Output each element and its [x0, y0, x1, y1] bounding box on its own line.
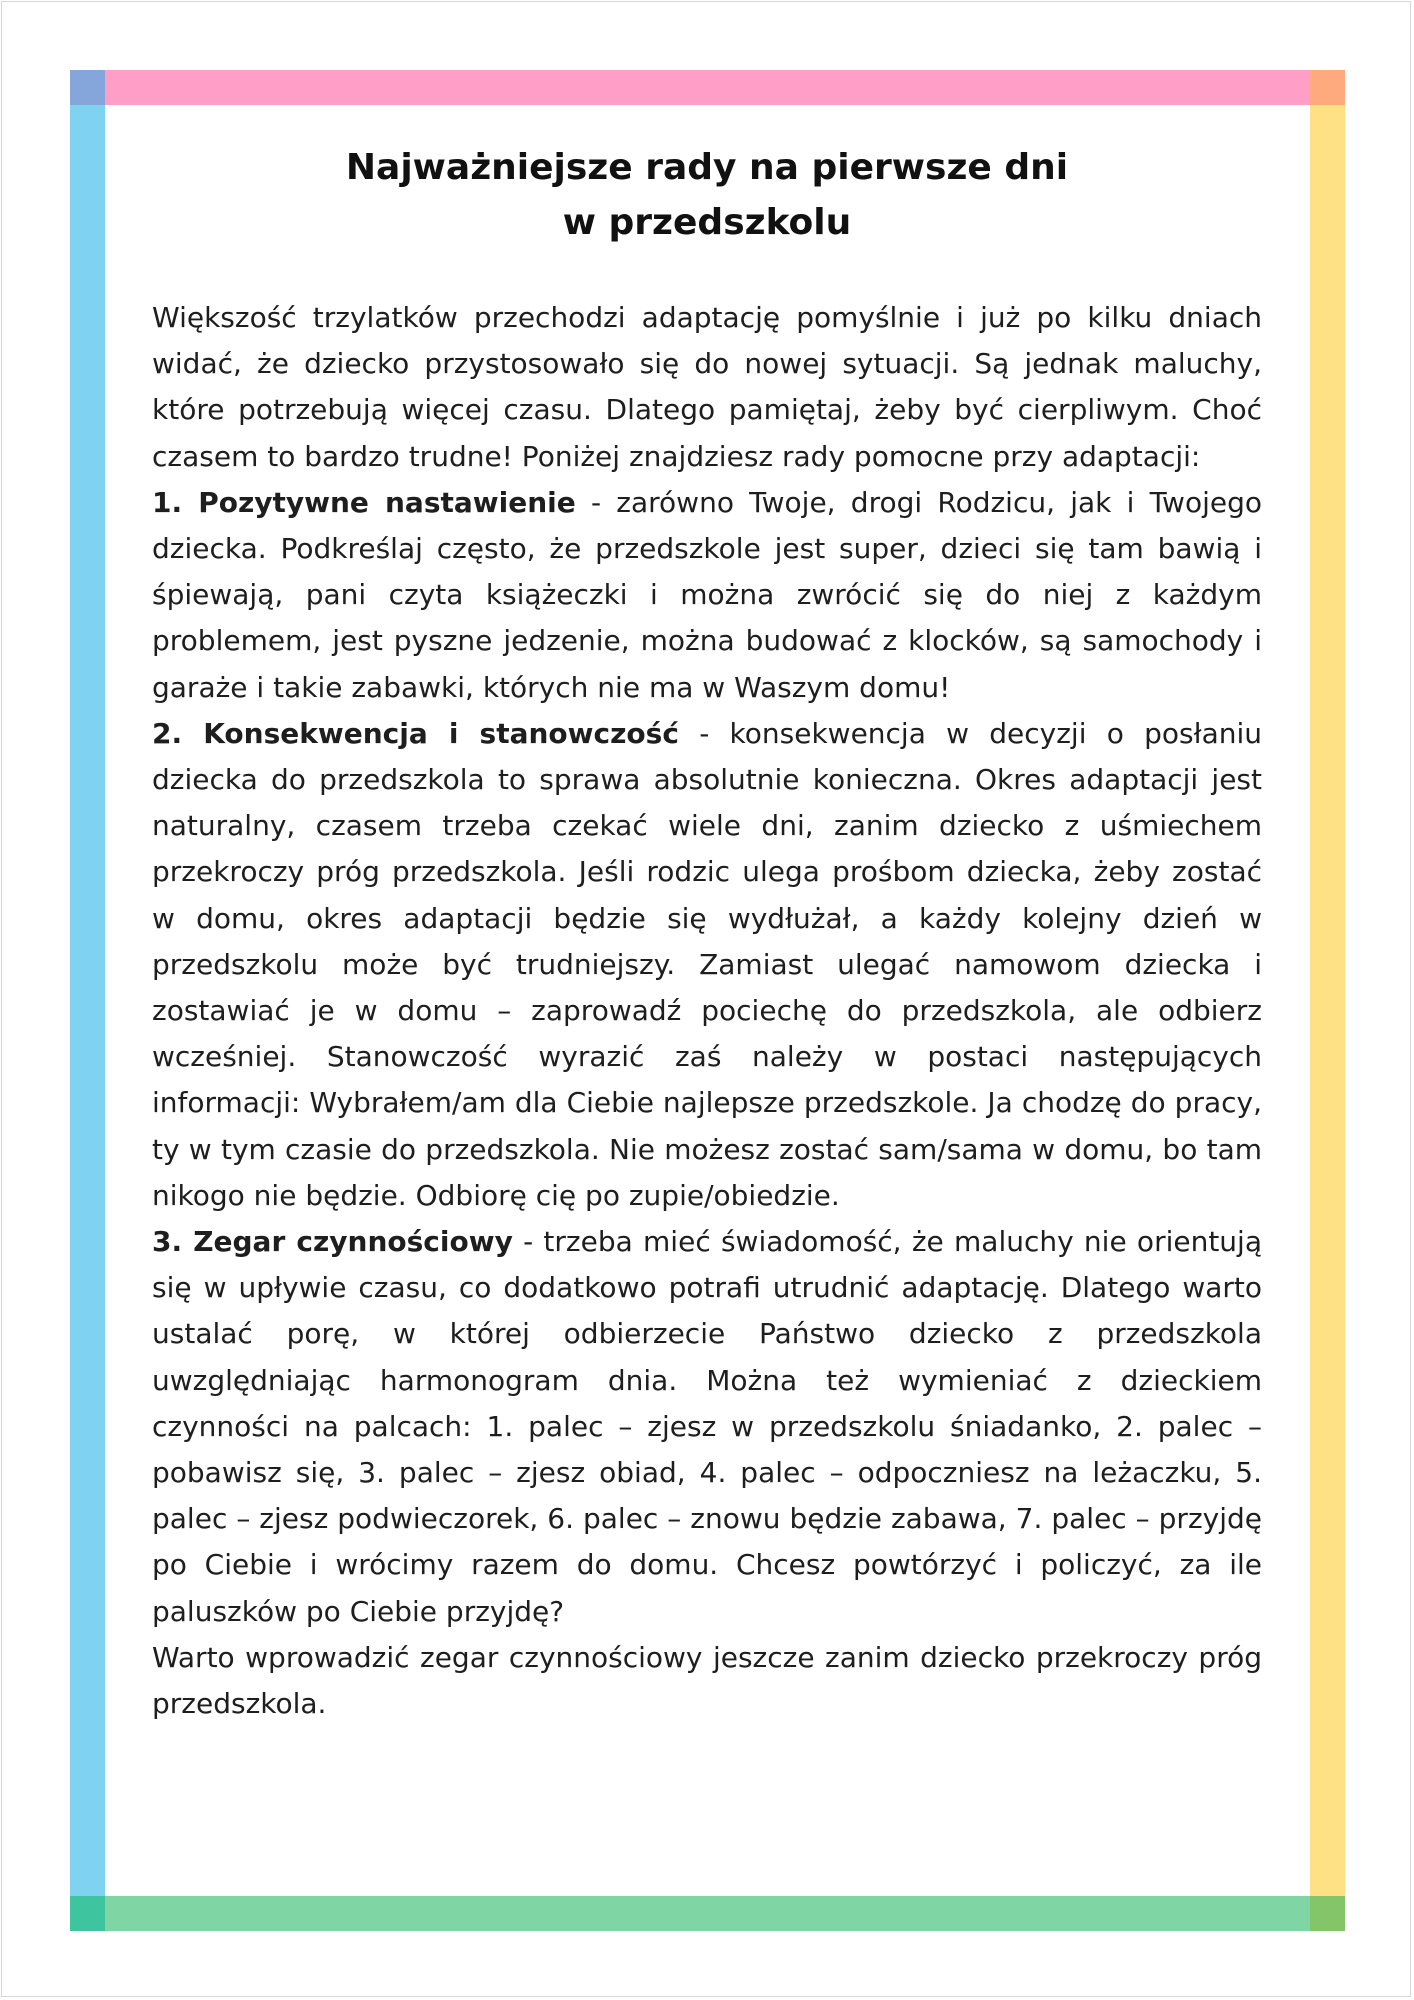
closing-paragraph: Warto wprowadzić zegar czynnościowy jeszcze zanim dziecko przekroczy próg przedszkola. — [152, 1640, 1262, 1721]
tip-3-paragraph — [152, 1219, 1262, 1635]
tip-2-paragraph — [152, 711, 1262, 1219]
tip-3-text: - trzeba mieć świadomość, że maluchy nie orientują się w upływie czasu, co dodatkowo potrafi utrudnić adaptację. Dlatego warto ustalać porę, w której odbierzecie Państwo dziecko z przedszkola uwzględniając harmonogram dnia. Można też wymieniać z dzieckiem czynności na palcach: 1. palec – zjesz w przedszkolu śniadanko, 2. palec – pobawisz się, 3. palec – zjesz obiad, 4. palec – odpoczniesz na leżaczku, 5. palec – zjesz podwieczorek, 6. palec – znowu będzie zabawa, 7. palec – przyjdę po Ciebie i wrócimy razem do domu. Chcesz powtórzyć i policzyć, za ile paluszków po Ciebie przyjdę? — [152, 1225, 1262, 1628]
page-title-line-1: Najważniejsze rady na pierwsze dni — [345, 147, 1069, 188]
frame-corner-bottom-right — [1310, 1896, 1345, 1931]
tip-2-text: - konsekwencja w decyzji o posłaniu dziecka do przedszkola to sprawa absolutnie konieczna. Okres adaptacji jest naturalny, czasem trzeba czekać wiele dni, zanim dziecko z uśmiechem przekroczy próg przedszkola. Jeśli rodzic ulega prośbom dziecka, żeby zostać w domu, okres adaptacji będzie się wydłużał, a każdy kolejny dzień w przedszkolu może być trudniejszy. Zamiast ulegać namowom dziecka i zostawiać je w domu – zaprowadź pociechę do przedszkola, ale odbierz wcześniej. Stanowczość wyrazić zaś należy w postaci następujących informacji: Wybrałem/am dla Ciebie najlepsze przedszkole. Ja chodzę do pracy, ty w tym czasie do przedszkola. Nie możesz zostać sam/sama w domu, bo tam nikogo nie będzie. Odbiorę cię po zupie/obiedzie. — [152, 716, 1263, 1212]
frame-corner-top-right — [1310, 70, 1345, 105]
tip-3-heading: 3. Zegar czynnościowy — [152, 1225, 513, 1259]
frame-top-bar — [70, 70, 1345, 105]
tip-2-heading: 2. Konsekwencja i stanowczość — [152, 716, 679, 750]
tip-1-heading: 1. Pozytywne nastawienie — [152, 485, 576, 519]
frame-bottom-bar — [70, 1896, 1345, 1931]
intro-paragraph: Większość trzylatków przechodzi adaptację pomyślnie i już po kilku dniach widać, że dziecko przystosowało się do nowej sytuacji. Są jednak maluchy, które potrzebują więcej czasu. Dlatego pamiętaj, żeby być cierpliwym. Choć czasem to bardzo trudne! Poniżej znajdziesz rady pomocne przy adaptacji: — [152, 301, 1262, 473]
tip-1-paragraph — [152, 480, 1262, 711]
page-title-line-2: w przedszkolu — [562, 202, 852, 243]
tip-1-text: - zarówno Twoje, drogi Rodzicu, jak i Twojego dziecka. Podkreślaj często, że przedszkole jest super, dzieci się tam bawią i śpiewają, pani czyta książeczki i można zwrócić się do niej z każdym problemem, jest pyszne jedzenie, można budować z klocków, są samochody i garaże i takie zabawki, których nie ma w Waszym domu! — [152, 485, 1262, 704]
frame-corner-top-left — [70, 70, 105, 105]
document-content — [152, 140, 1262, 1727]
page-title — [152, 140, 1262, 250]
frame-right-bar — [1310, 70, 1345, 1931]
frame-left-bar — [70, 70, 105, 1931]
frame-corner-bottom-left — [70, 1896, 105, 1931]
